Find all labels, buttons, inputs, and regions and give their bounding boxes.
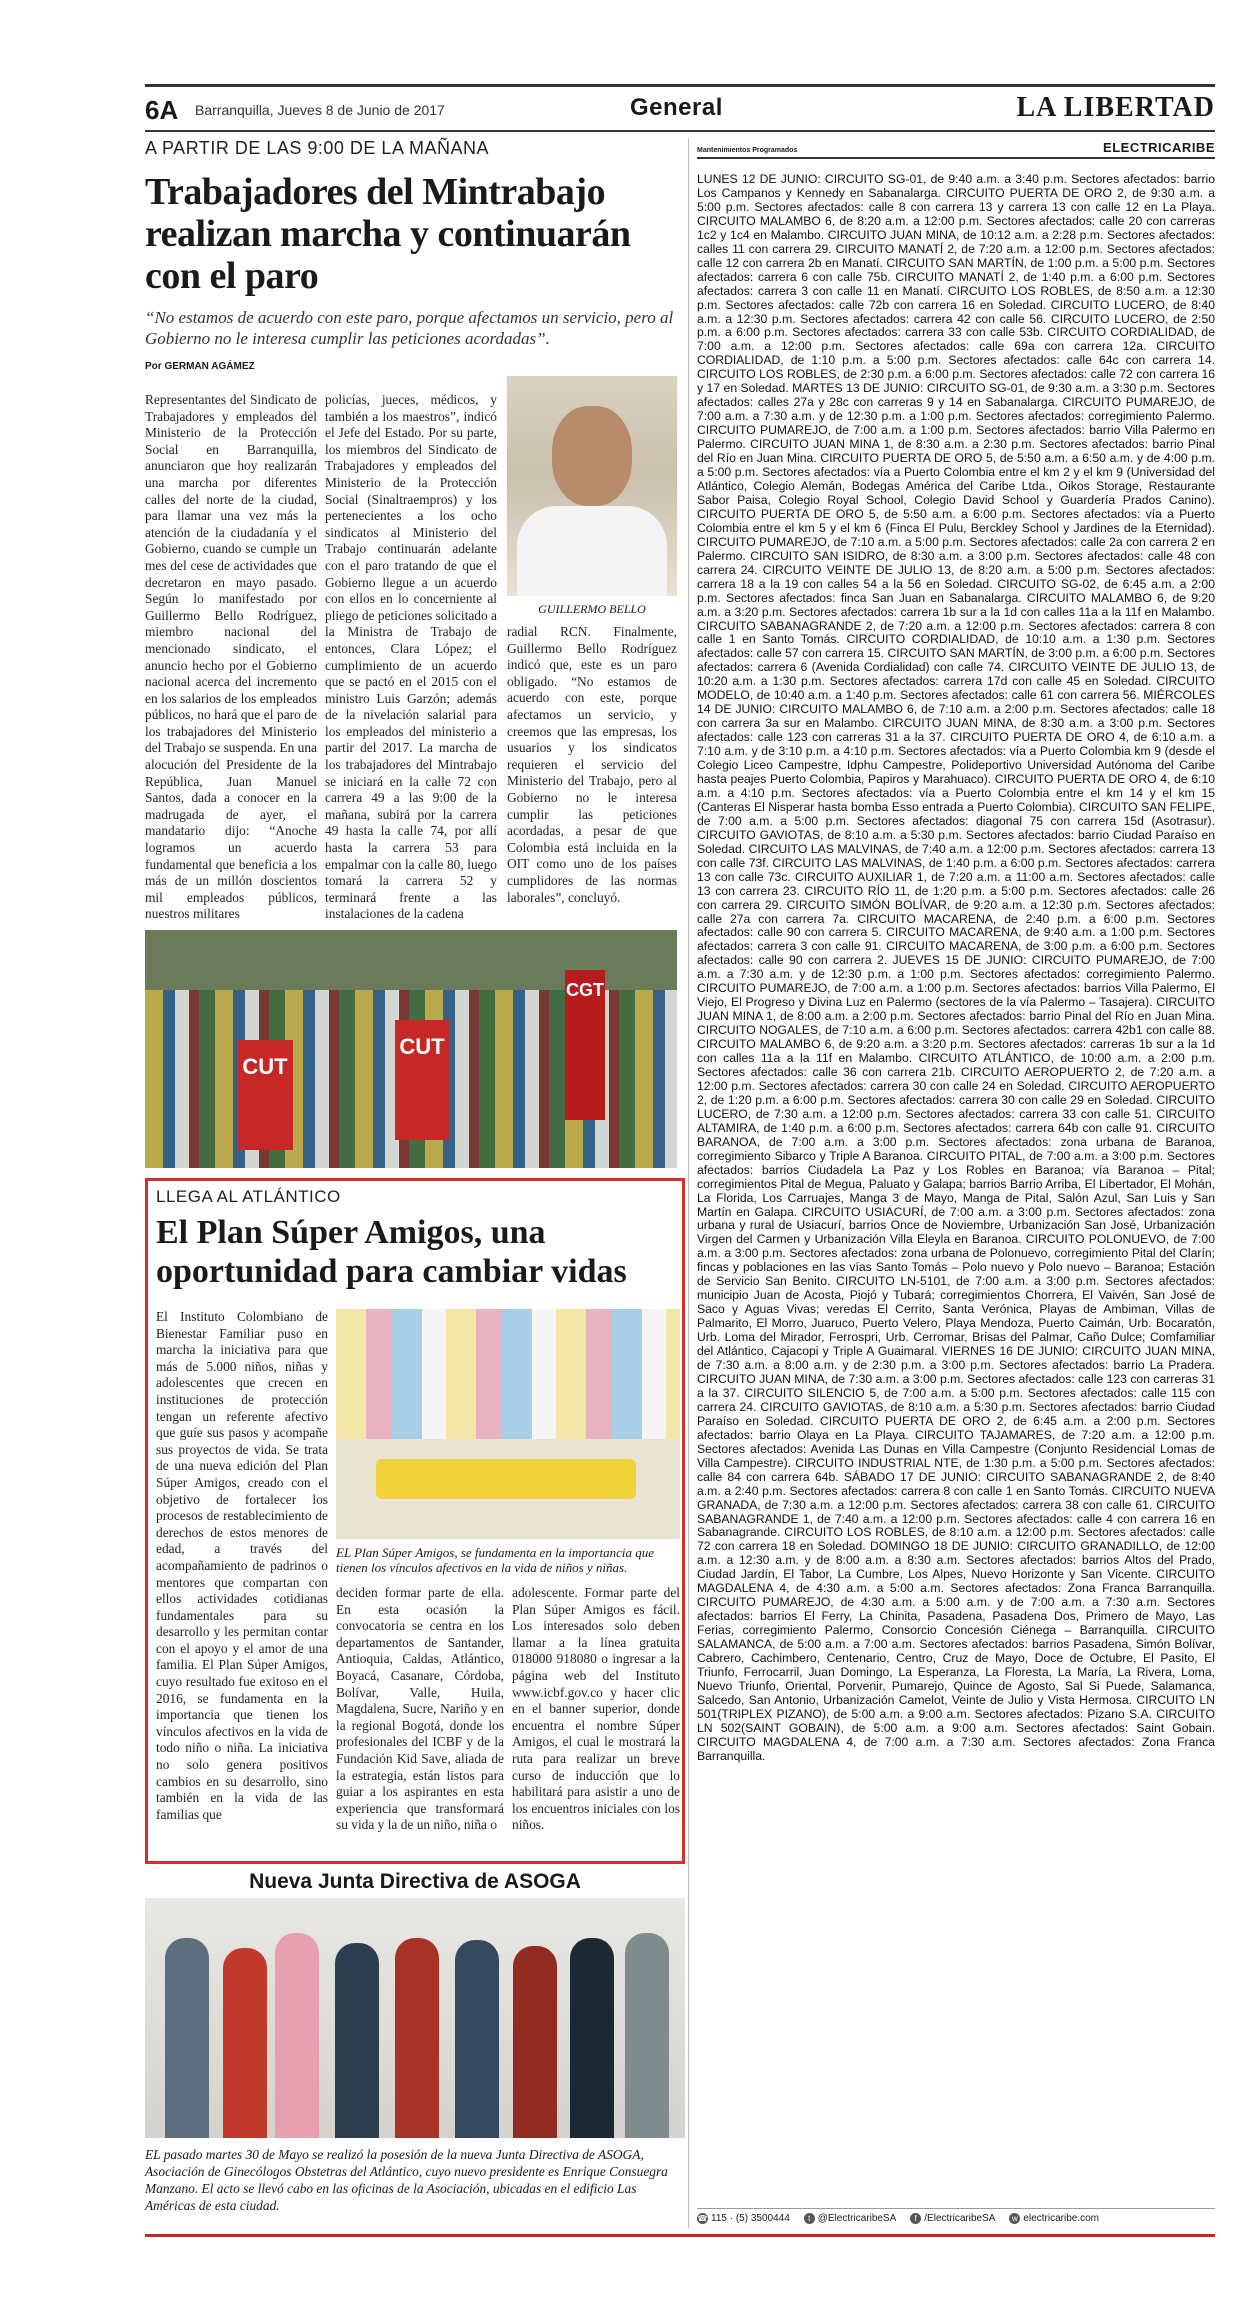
story2-col1: El Instituto Colombiano de Bienestar Familiar puso en marcha la iniciativa para que más de 5.000 niños, niñas y adolescentes que crecen en instituciones de protección tengan un referente afectivo que guíe sus pasos y acompañe sus proyectos de vida. Se trata de una nueva edición del Plan Súper Amigos, creado con el objetivo de fortalecer los procesos de restablecimiento de derechos de estos menores de edad, a través del acompañamiento de padrinos o mentores que compartan con ellos actividades cotidianas fundamentales para su desarrollo y les permitan contar con el apoyo y el amor de una familia. El Plan Súper Amigos, cuyo resultado fue exitoso en el 2016, se fundamenta en la importancia que tienen los vínculos afectivos en la vida de todo niño o niña. La iniciativa no solo genera positivos cambios en su desarrollo, sino también en la vida de las familias que <box>156 1309 328 1822</box>
guillermo-bello-photo <box>507 376 677 596</box>
facebook-icon: f <box>910 2213 921 2224</box>
story2-col3: adolescente. Formar parte del Plan Súper Amigos es fácil. Los interesados solo deben llamar a la línea gratuita 018000 918080 o ingresar a la página web del Instituto www.icbf.gov.co y hacer clic en el banner superior, donde encuentra el nombre Súper Amigos, el cual le mostrará la ruta para realizar un breve curso de inducción que lo habilitará para asistir a uno de los encuentros iniciales con los niños. <box>512 1585 680 1833</box>
person-shape <box>275 1933 319 2138</box>
web-icon: w <box>1009 2213 1020 2224</box>
footer-web <box>1009 2213 1099 2224</box>
story1-body <box>145 392 677 932</box>
footer-twitter <box>804 2213 897 2224</box>
bello-photo-caption: GUILLERMO BELLO <box>538 602 646 616</box>
page-number: 6A <box>145 94 179 125</box>
story1-subhead: “No estamos de acuerdo con este paro, porque afectamos un servicio, pero al Gobierno no le interesa cumplir las peticiones acordadas”. <box>145 308 674 348</box>
twitter-icon: t <box>804 2213 815 2224</box>
footer-facebook <box>910 2213 995 2224</box>
notice-small-label: Mantenimientos Programados <box>697 147 798 154</box>
asoga-photo <box>145 1898 685 2138</box>
electricaribe-notice <box>697 140 1215 1764</box>
asoga-headline: Nueva Junta Directiva de ASOGA <box>249 1870 581 1893</box>
classroom-wall-shape <box>336 1309 680 1439</box>
story2-col2: deciden formar parte de ella. En esta ocasión la convocatoria se centra en los departamentos de Santander, Antioquia, Caldas, Atlántico, Boyacá, Casanare, Córdoba, Bolívar, Valle, Huila, Magdalena, Sucre, Nariño y en la regional Bogotá, donde los profesionales del ICBF y de la Fundación Kid Save, aliada de la estrategia, están listos para guiar a los aspirantes en esta experiencia que transformará su vida y la de un niño, niña o <box>336 1585 504 1833</box>
header-rule <box>145 130 1215 132</box>
photo-face-shape <box>552 406 632 506</box>
cut-sign-1: CUT <box>237 1040 293 1150</box>
person-shape <box>455 1940 499 2138</box>
cut-sign-2: CUT <box>395 1020 449 1140</box>
cgt-sign: CGT <box>565 970 605 1120</box>
story1-col2: policías, jueces, médicos, y también a los maestros”, indicó el Jefe del Estado. Por su parte, los miembros del Sindicato de Trabajadores y empleados del Ministerio de la Protección Social (Sinaltraempros) y los pertenecientes a los ocho sindicatos al Ministerio del Trabajo continuarán adelante con el paro tratando de que el Gobierno llegue a un acuerdo con ellos en lo concerniente al pliego de peticiones solicitado a la Ministra de Trabajo de entonces, Clara López; el cumplimiento de un acuerdo que se pactó en el 2015 con el ministro Luis Garzón; además de la nivelación salarial para los empleados del ministerio a partir del 2017. La marcha de los trabajadores del Mintrabajo se iniciará en la calle 72 con carrera 49 a las 9:00 de la mañana, subirá por la carrera 49 hasta la calle 74, por allí hasta la carrera 53 para empalmar con la calle 80, luego tomará la carrera 52 y terminará frente a las instalaciones de la cadena <box>325 392 497 922</box>
top-rule <box>145 84 1215 87</box>
story1-col1: Representantes del Sindicato de Trabajadores y empleados del Ministerio de la Protección Social en Barranquilla, anunciaron que hoy realizarán una marcha por diferentes calles del norte de la ciudad, para llamar una vez más la atención de la ciudadanía y el Gobierno, cuando se cumple un mes del cese de actividades que decretaron en mayo pasado. Según lo manifestado por Guillermo Bello Rodríguez, miembro nacional del mencionado sindicato, el anuncio hecho por el Gobierno nacional acerca del incremento en los salarios de los empleados públicos, no hará que el paro de los trabajadores del Ministerio del Trabajo se suspenda. En una alocución del Presidente de la República, Juan Manuel Santos, dada a conocer en la madrugada de ayer, el mandatario dijo: “Anoche logramos un acuerdo fundamental que beneficia a los más de un millón doscientos mil empleados públicos, nuestros militares <box>145 392 317 922</box>
footer-twitter-text: @ElectricaribeSA <box>817 2213 897 2224</box>
header-date: Barranquilla, Jueves 8 de Junio de 2017 <box>195 102 445 118</box>
classroom-table-shape <box>376 1459 636 1499</box>
story1-headline: Trabajadores del Mintrabajo realizan marcha y continuarán con el paro <box>145 171 631 297</box>
phone-icon: ☎ <box>697 2214 708 2223</box>
super-amigos-photo <box>336 1309 680 1539</box>
page-header <box>145 92 1215 128</box>
person-shape <box>223 1948 267 2138</box>
paper-name: LA LIBERTAD <box>1016 92 1215 123</box>
person-shape <box>165 1938 209 2138</box>
column-divider <box>688 138 689 2228</box>
story-mintrabajo-head <box>145 138 677 372</box>
march-photo <box>145 930 677 1168</box>
section-name: General <box>630 94 723 121</box>
story1-col3: radial RCN. Finalmente, Guillermo Bello Rodríguez indicó que, este es un paro obligado. “No estamos de acuerdo con este, porque afectamos un servicio, y creemos que las empresas, los usuarios y los sindicatos requieren el servicio del Ministerio del Trabajo, pero al Gobierno no le interesa cumplir las peticiones acordadas, a pesar de que Colombia está incluida en la OIT como uno de los países cumplidores de las normas laborales”, concluyó. <box>507 624 677 905</box>
notice-footer <box>697 2208 1215 2226</box>
person-shape <box>395 1938 439 2138</box>
footer-phone <box>697 2213 790 2224</box>
story1-byline: Por GERMAN AGÁMEZ <box>145 361 255 372</box>
footer-phone-text: 115 · (5) 3500444 <box>711 2213 790 2224</box>
person-shape <box>570 1938 614 2138</box>
notice-header <box>697 140 1215 159</box>
footer-facebook-text: /ElectricaribeSA <box>924 2213 996 2224</box>
person-shape <box>335 1943 379 2138</box>
person-shape <box>625 1933 669 2138</box>
person-shape <box>513 1946 557 2138</box>
electricaribe-brand: ELECTRICARIBE <box>1103 140 1215 155</box>
photo-shirt-shape <box>517 506 667 596</box>
super-amigos-box <box>145 1178 685 1864</box>
footer-web-text: electricaribe.com <box>1023 2213 1100 2224</box>
story2-photo-caption: EL Plan Súper Amigos, se fundamenta en la importancia que tienen los vínculos afectivos en la vida de niños y niñas. <box>336 1545 654 1575</box>
story1-kicker: A PARTIR DE LAS 9:00 DE LA MAÑANA <box>145 138 489 158</box>
notice-body: LUNES 12 DE JUNIO: CIRCUITO SG-01, de 9:40 a.m. a 3:40 p.m. Sectores afectados: barrio Los Campanos y Kennedy en Sabanalarga. CIRCUITO PUERTA DE ORO 2, de 9:30 a.m. a 5:00 p.m. Sectores afectados: calle 8 con carrera 13 y carrera 13 con calle 12 en La Playa. CIRCUITO MALAMBO 6, de 8:20 a.m. a 12:00 p.m. Sectores afectados: calle 20 con carreras 1c2 y 1c4 en Malambo. CIRCUITO JUAN MINA, de 10:12 a.m. a 2:28 p.m. Sectores afectados: calles 11 con carrera 29. CIRCUITO MANATÍ 2, de 7:20 a.m. a 12:00 p.m. Sectores afectados: calle 12 con carrera 2b en Manatí. CIRCUITO SAN MARTÍN, de 1:00 p.m. a 5:00 p.m. Sectores afectados: carrera 6 con calle 75b. CIRCUITO MANATÍ 2, de 1:40 p.m. a 6:00 p.m. Sectores afectados: carrera 3 con calle 11 en Manatí. CIRCUITO LOS ROBLES, de 8:50 a.m. a 12:30 p.m. Sectores afectados: calle 72b con carrera 16 en Soledad. CIRCUITO LUCERO, de 8:40 a.m. a 12:30 p.m. Sectores afectados: carrera 42 con calle 56. CIRCUITO LUCERO, de 2:50 p.m. a 6:00 p.m. Sectores afectados: carrera 33 con calle 53b. CIRCUITO CORDIALIDAD, de 7:00 a.m. a 12:00 p.m. Sectores afectados: calle 69a con carrera 12a. CIRCUITO CORDIALIDAD, de 1:10 p.m. a 5:00 p.m. Sectores afectados: calle 64c con carrera 14. CIRCUITO LOS ROBLES, de 2:30 p.m. a 6:00 p.m. Sectores afectados: calle 72 con carrera 16 y 17 en Soledad. MARTES 13 DE JUNIO: CIRCUITO SG-01, de 9:30 a.m. a 3:30 p.m. Sectores afectados: calles 27a y 28c con carreras 9 y 14 en Sabanalarga. CIRCUITO PUMAREJO, de 7:00 a.m. a 7:30 a.m. y de 12:30 p.m. a 1:00 p.m. Sectores afectados: corregimiento Palermo. CIRCUITO PUMAREJO, de 7:00 a.m. a 1:00 p.m. Sectores afectados: barrio Villa Palermo en Palermo. CIRCUITO JUAN MINA 1, de 8:30 a.m. a 2:30 p.m. Sectores afectados: barrio Pinal del Río en Juan Mina. CIRCUITO PUERTA DE ORO 5, de 5:50 a.m. a 6:50 a.m. y de 4:00 p.m. a 5:00 p.m. Sectores afectados: vía a Puerto Colombia entre el km 2 y el km 9 (Universidad del Atlántico, Colegio Alemán, Bodegas América del Caribe Ltda., Oikos Storage, Restaurante Sabor Paisa, Colegio Royal School, Colegio David School y Guardería Prados Canino). CIRCUITO PUERTA DE ORO 5, de 5:50 a.m. a 6:00 p.m. Sectores afectados: vía a Puerto Colombia entre el km 5 y el km 6 (Finca El Pulu, Berckley School y Jardines de la Eternidad). CIRCUITO PUMAREJO, de 7:10 a.m. a 5:00 p.m. Sectores afectados: calle 2a con carrera 2 en Palermo. CIRCUITO SAN ISIDRO, de 8:30 a.m. a 3:00 p.m. Sectores afectados: calle 48 con carrera 24. CIRCUITO VEINTE DE JULIO 13, de 8:20 a.m. a 5:00 p.m. Sectores afectados: carrera 18 a la 19 con calles 54 a la 56 en Soledad. CIRCUITO SG-02, de 6:45 a.m. a 2:00 p.m. Sectores afectados: finca San Juan en Sabanalarga. CIRCUITO MALAMBO 6, de 9:20 a.m. a 3:20 p.m. Sectores afectados: carrera 1b sur a la 1d con calles 11a a la 11f en Malambo. CIRCUITO SABANAGRANDE 2, de 7:20 a.m. a 12:00 p.m. Sectores afectados: carrera 8 con calle 1 en Santo Tomás. CIRCUITO CORDIALIDAD, de 10:10 a.m. a 1:30 p.m. Sectores afectados: calle 57 con carrera 15. CIRCUITO SAN MARTÍN, de 3:00 p.m. a 6:00 p.m. Sectores afectados: carrera 6 (Avenida Cordialidad) con calle 74. CIRCUITO VEINTE DE JULIO 13, de 10:20 a.m. a 1:30 p.m. Sectores afectados: carrera 17d con calle 45 en Soledad. CIRCUITO MODELO, de 10:40 a.m. a 1:40 p.m. Sectores afectados: calle 61 con carrera 56. MIÉRCOLES 14 DE JUNIO: CIRCUITO MALAMBO 6, de 7:10 a.m. a 2:00 p.m. Sectores afectados: calle 18 con carrera 3a sur en Malambo. CIRCUITO JUAN MINA, de 8:30 a.m. a 3:00 p.m. Sectores afectados: calle 123 con carreras 31 a la 37. CIRCUITO PUERTA DE ORO 4, de 6:10 a.m. a 7:10 a.m. y de 3:10 p.m. a 4:10 p.m. Sectores afectados: vía a Puerto Colombia km 9 (desde el Colegio Liceo Campestre, Idphu Campestre, Polideportivo Universidad Autónoma del Caribe hasta peajes Puerto Colombia, Papiros y Marahuaco). CIRCUITO PUERTA DE ORO 4, de 6:10 a.m. a 4:10 p.m. Sectores afectados: vía a Puerto Colombia entre el km 14 y el km 15 (Canteras El Nisperar hasta bomba Esso entrada a Puerto Colombia). CIRCUITO SAN FELIPE, de 7:00 a.m. a 5:00 p.m. Sectores afectados: diagonal 75 con carrera 15d (Asotrasur). CIRCUITO GAVIOTAS, de 8:10 a.m. a 5:30 p.m. Sectores afectados: barrio Ciudad Paraíso en Soledad. CIRCUITO LAS MALVINAS, de 7:40 a.m. a 12:00 p.m. Sectores afectados: carrera 13 con calle 73f. CIRCUITO LAS MALVINAS, de 1:40 p.m. a 6:00 p.m. Sectores afectados: carrera 13 con calle 73c. CIRCUITO AUXILIAR 1, de 7:20 a.m. a 11:00 a.m. Sectores afectados: calle 13 con carrera 23. CIRCUITO RÍO 11, de 1:20 p.m. a 5:00 p.m. Sectores afectados: calle 26 con carrera 29. CIRCUITO SIMÓN BOLÍVAR, de 9:20 a.m. a 12:30 p.m. Sectores afectados: calle 27a con carrera 7a. CIRCUITO MACARENA, de 2:40 p.m. a 6:00 p.m. Sectores afectados: calle 90 con carrera 5. CIRCUITO MACARENA, de 9:40 a.m. a 1:00 p.m. Sectores afectados: carrera 3 con calle 91. CIRCUITO MACARENA, de 3:00 p.m. a 6:00 p.m. Sectores afectados: calle 90 con carrera 2. JUEVES 15 DE JUNIO: CIRCUITO PUMAREJO, de 7:00 a.m. a 7:30 a.m. y de 12:30 p.m. a 1:00 p.m. Sectores afectados: corregimiento Palermo. CIRCUITO PUMAREJO, de 7:00 a.m. a 1:00 p.m. Sectores afectados: barrios Villa Palermo, El Viejo, El Progreso y Divina Luz en Palermo (sectores de la vía Palermo – Tasajera). CIRCUITO JUAN MINA 1, de 8:00 a.m. a 2:00 p.m. Sectores afectados: barrio Pinal del Río en Juan Mina. CIRCUITO NOGALES, de 7:10 a.m. a 6:00 p.m. Sectores afectados: carrera 42b1 con calle 88. CIRCUITO MALAMBO 6, de 9:20 a.m. a 3:20 p.m. Sectores afectados: carreras 1b sur a la 1d con calles 11a a la 11f en Malambo. CIRCUITO ATLÁNTICO, de 10:00 a.m. a 2:00 p.m. Sectores afectados: calle 36 con carrera 21b. CIRCUITO AEROPUERTO 2, de 7:20 a.m. a 12:00 p.m. Sectores afectados: carrera 30 con calle 24 en Soledad. CIRCUITO AEROPUERTO 2, de 1:20 p.m. a 6:00 p.m. Sectores afectados: carrera 30 con calle 29 en Soledad. CIRCUITO LUCERO, de 7:30 a.m. a 12:00 p.m. Sectores afectados: carrera 33 con calle 51. CIRCUITO ALTAMIRA, de 1:40 p.m. a 6:00 p.m. Sectores afectados: carrera 64b con calle 91. CIRCUITO BARANOA, de 7:00 a.m. a 3:00 p.m. Sectores afectados: zona urbana de Baranoa, corregimiento Sibarco y Triple A Baranoa. CIRCUITO PITAL, de 7:00 a.m. a 3:00 p.m. Sectores afectados: barrios Ciudadela La Paz y Los Robles en Baranoa; vía Baranoa – Pital; corregimientos Pital de Megua, Paluato y Galapa; barrios Barrio Arriba, El Libertador, El Mohán, La Florida, Los Carruajes, Manga 3 de Mayo, Manga de Pital, Salón Azul, San Luis y San Martín en Galapa. CIRCUITO USIACURÍ, de 7:00 a.m. a 3:00 p.m. Sectores afectados: zona urbana y rural de Usiacurí, barrios Once de Noviembre, Urbanización San José, Urbanización Virgen del Carmen y Urbanización Villa Eleyla en Baranoa. CIRCUITO POLONUEVO, de 7:00 a.m. a 3:00 p.m. Sectores afectados: zona urbana de Polonuevo, corregimiento Pital del Clarín; fincas y poblaciones en las vías Santo Tomás – Polo nuevo y Polo nuevo – Baranoa; Estación de Servicio San Benito. CIRCUITO LN-5101, de 7:00 a.m. a 3:00 p.m. Sectores afectados: municipio Juan de Acosta, Piojó y Tubará; corregimientos Chorrera, El Vaivén, San José de Saco y Aguas Vivas; veredas El Cerrito, Santa Verónica, Playas de Ambiman, Villas de Palmarito, El Morro, Juaruco, Puerto Velero, Playa Mendoza, Puerto Caimán, Urb. Bocaratón, Urb. Loma del Mirador, Ferrospri, Urb. Cerromar, Brisas del Palmar, Caño Dulce; Comfamiliar del Atlántico, Cajacopi y Triple A Guaimaral. VIERNES 16 DE JUNIO: CIRCUITO JUAN MINA, de 7:30 a.m. a 8:00 a.m. y de 2:30 p.m. a 3:00 p.m. Sectores afectados: barrio La Pradera. CIRCUITO JUAN MINA, de 7:30 a.m. a 3:00 p.m. Sectores afectados: calle 123 con carreras 31 a la 37. CIRCUITO SILENCIO 5, de 7:00 a.m. a 5:00 p.m. Sectores afectados: calle 115 con carrera 24. CIRCUITO GAVIOTAS, de 8:10 a.m. a 5:30 p.m. Sectores afectados: barrio Ciudad Paraíso en Soledad. CIRCUITO PUERTA DE ORO 2, de 6:45 a.m. a 2:00 p.m. Sectores afectados: barrio Olaya en La Playa. CIRCUITO TAJAMARES, de 7:20 a.m. a 12:00 p.m. Sectores afectados: Avenida Las Dunas en Villa Campestre (Conjunto Residencial Lomas de Villa Campestre). CIRCUITO INDUSTRIAL NTE, de 1:30 p.m. a 5:00 p.m. Sectores afectados: calle 84 con carrera 64b. SÁBADO 17 DE JUNIO: CIRCUITO SABANAGRANDE 2, de 8:40 a.m. a 2:40 p.m. Sectores afectados: carrera 8 con calle 1 en Santo Tomás. CIRCUITO NUEVA GRANADA, de 7:30 a.m. a 12:00 p.m. Sectores afectados: carrera 38 con calle 61. CIRCUITO SABANAGRANDE 1, de 7:40 a.m. a 12:00 p.m. Sectores afectados: calle 4 con carrera 16 en Sabanagrande. CIRCUITO LOS ROBLES, de 8:10 a.m. a 12:00 p.m. Sectores afectados: calle 72 con carrera 18 en Soledad. DOMINGO 18 DE JUNIO: CIRCUITO GRANADILLO, de 12:00 a.m. a 12:30 a.m. y de 8:00 a.m. a 8:30 a.m. Sectores afectados: barrios Altos del Prado, Ciudad Jardín, El Tabor, La Cumbre, Los Alpes, Nuevo Horizonte y San Vicente. CIRCUITO MAGDALENA 4, de 4:30 a.m. a 5:00 a.m. Sectores afectados: Zona Franca Barranquilla. CIRCUITO PUMAREJO, de 4:30 a.m. a 5:00 a.m. y de 7:00 a.m. a 7:30 a.m. Sectores afectados: barrios El Ferry, La Chinita, Pasadena, Pasadena Dos, Primero de Mayo, Las Ferias, corregimiento Palermo, Consorcio Concesión Ciénega – Barranquilla. CIRCUITO SALAMANCA, de 5:00 a.m. a 7:00 a.m. Sectores afectados: barrios Pasadena, Simón Bolívar, Cabrero, Cachimbero, Centenario, Centro, Cruz de Mayo, Doce de Octubre, El Pasito, El Triunfo, Ferrocarril, Juan Domingo, La Esperanza, La Floresta, La María, La Rivera, Loma, Nuevo Triunfo, Oriental, Porvenir, Pumarejo, Quince de Agosto, Sal Si Puede, Salamanca, Salcedo, San Antonio, Urbanización Camelot, Veinte de Julio y Vista Hermosa. CIRCUITO LN 501(TRIPLEX PIZANO), de 5:00 a.m. a 9:00 a.m. Sectores afectados: Pizano S.A. CIRCUITO LN 502(SAINT GOBAIN), de 5:00 a.m. a 9:00 a.m. Sectores afectados: Saint Gobain. CIRCUITO MAGDALENA 4, de 7:00 a.m. a 7:30 a.m. Sectores afectados: Zona Franca Barranquilla. <box>697 172 1215 1763</box>
asoga-caption: EL pasado martes 30 de Mayo se realizó la posesión de la nueva Junta Directiva de ASOGA, Asociación de Ginecólogos Obstetras del Atlántico, cuyo nuevo presidente es Enrique Consuegra Manzano. El acto se llevó cabo en las oficinas de la Asociación, ubicadas en el edificio Las Américas de esta ciudad. <box>145 2147 668 2213</box>
story2-headline: El Plan Súper Amigos, una oportunidad para cambiar vidas <box>156 1214 627 1290</box>
story2-kicker: LLEGA AL ATLÁNTICO <box>156 1187 341 1206</box>
bottom-rule <box>145 2234 1215 2237</box>
